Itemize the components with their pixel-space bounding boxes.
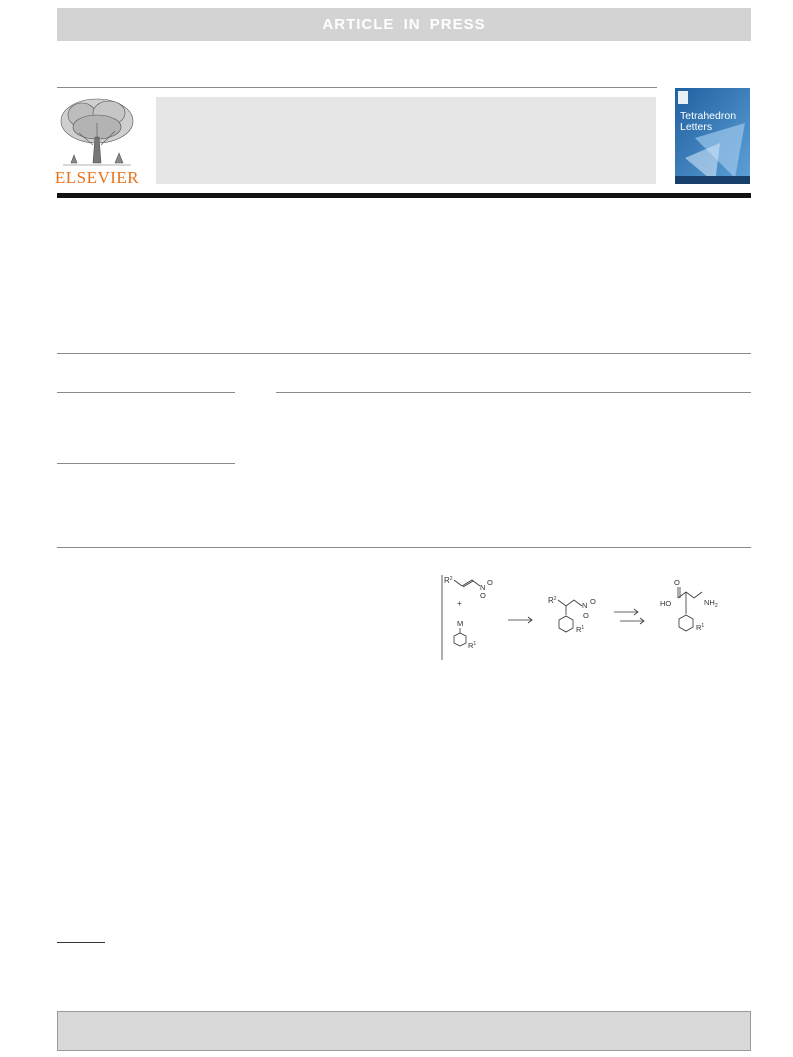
rule-article-info (57, 392, 235, 393)
journal-header-box (156, 97, 656, 184)
scheme-nh2: $NH_2$ (704, 598, 718, 609)
nitroalkene-bonds (454, 580, 480, 586)
scheme-o-a: O (487, 578, 493, 587)
scheme-r2-b: $R^2$ (548, 596, 557, 605)
scheme-r1-a: $R^1$ (468, 641, 477, 650)
header-rule-top (57, 87, 657, 88)
banner-text: ARTICLE IN PRESS (322, 16, 486, 33)
rule-body-start (57, 547, 751, 548)
elsevier-wordmark: ELSEVIER (54, 168, 140, 187)
footnote-rule (57, 942, 105, 943)
scheme-m: M (457, 619, 464, 628)
scheme-o-b: O (480, 591, 486, 600)
scheme-r2-a: $R^2$ (444, 576, 453, 585)
cover-title-line2: Letters (680, 121, 713, 133)
scheme-n-a: N (480, 583, 486, 592)
citation-footer-box (57, 1011, 751, 1051)
amino-acid-ring (679, 615, 693, 631)
rule-abstract (276, 392, 751, 393)
article-in-press-banner (57, 8, 751, 41)
arylmetal-ring (454, 633, 466, 646)
journal-cover-image (675, 88, 750, 184)
rule-keywords (57, 463, 235, 464)
rule-below-title (57, 353, 751, 354)
cover-title-line1: Tetrahedron (680, 110, 737, 122)
nitro-product-ring (559, 616, 573, 632)
scheme-n-b: N (582, 601, 588, 610)
scheme-o-c: O (590, 597, 596, 606)
scheme-o-d: O (583, 611, 589, 620)
scheme-ho: HO (660, 599, 672, 608)
scheme-r1-b: $R^1$ (576, 625, 585, 634)
header-rule-thick (57, 193, 751, 198)
scheme-o-e: O (674, 578, 680, 587)
nitro-product-bonds (558, 600, 582, 606)
graphical-abstract-scheme (440, 570, 750, 670)
scheme-plus: + (457, 599, 462, 608)
amino-acid-bonds (678, 592, 702, 598)
cover-title (680, 111, 746, 133)
scheme-r1-c: $R^1$ (696, 623, 705, 632)
